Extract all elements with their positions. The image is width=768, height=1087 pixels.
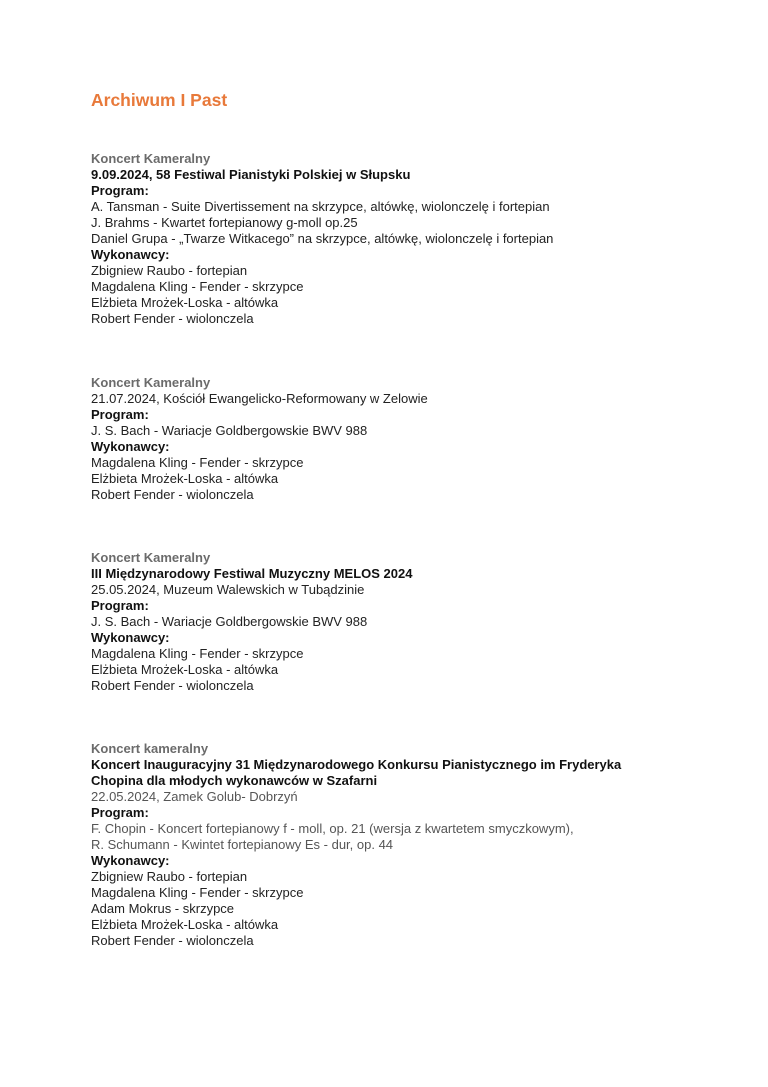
concert-entry: [91, 151, 731, 327]
performer-item: Elżbieta Mrożek-Loska - altówka: [91, 917, 279, 932]
performer-item: Elżbieta Mrożek-Loska - altówka: [91, 295, 279, 310]
program-label: Program:: [91, 805, 149, 820]
performer-item: Magdalena Kling - Fender - skrzypce: [91, 455, 304, 470]
concert-date-place: 21.07.2024, Kościół Ewangelicko-Reformowany w Zelowie: [91, 391, 428, 406]
concert-date-place: 25.05.2024, Muzeum Walewskich w Tubądzinie: [91, 582, 365, 597]
concert-entry: [91, 550, 731, 694]
concert-headline-line: Koncert Inauguracyjny 31 Międzynarodowego Konkursu Pianistycznego im Fryderyka: [91, 757, 622, 772]
program-item: Daniel Grupa - „Twarze Witkacego” na skrzypce, altówkę, wiolonczelę i fortepian: [91, 231, 554, 246]
concert-headline: 9.09.2024, 58 Festiwal Pianistyki Polskiej w Słupsku: [91, 167, 411, 182]
performer-item: Zbigniew Raubo - fortepian: [91, 869, 248, 884]
performer-item: Elżbieta Mrożek-Loska - altówka: [91, 471, 279, 486]
concert-date-place: 22.05.2024, Zamek Golub- Dobrzyń: [91, 789, 298, 804]
concert-entry: [91, 375, 731, 503]
performers-label: Wykonawcy:: [91, 630, 170, 645]
performer-item: Robert Fender - wiolonczela: [91, 487, 254, 502]
concert-category: Koncert Kameralny: [91, 550, 211, 565]
performer-item: Zbigniew Raubo - fortepian: [91, 263, 248, 278]
concert-category: Koncert kameralny: [91, 741, 209, 756]
concert-category: Koncert Kameralny: [91, 151, 211, 166]
performer-item: Magdalena Kling - Fender - skrzypce: [91, 646, 304, 661]
concert-headline: III Międzynarodowy Festiwal Muzyczny MELOS 2024: [91, 566, 413, 581]
performer-item: Magdalena Kling - Fender - skrzypce: [91, 885, 304, 900]
program-item: J. S. Bach - Wariacje Goldbergowskie BWV 988: [91, 423, 368, 438]
performers-label: Wykonawcy:: [91, 247, 170, 262]
concert-headline-line: Chopina dla młodych wykonawców w Szafarni: [91, 773, 378, 788]
performer-item: Robert Fender - wiolonczela: [91, 678, 254, 693]
program-item: J. Brahms - Kwartet fortepianowy g-moll op.25: [91, 215, 358, 230]
performers-label: Wykonawcy:: [91, 853, 170, 868]
program-label: Program:: [91, 407, 149, 422]
page-title: Archiwum I Past: [91, 90, 228, 110]
program-item: J. S. Bach - Wariacje Goldbergowskie BWV 988: [91, 614, 368, 629]
concert-entry: [91, 741, 731, 949]
program-item: F. Chopin - Koncert fortepianowy f - moll, op. 21 (wersja z kwartetem smyczkowym),: [91, 821, 574, 836]
performer-item: Robert Fender - wiolonczela: [91, 933, 254, 948]
concert-category: Koncert Kameralny: [91, 375, 211, 390]
program-item: A. Tansman - Suite Divertissement na skrzypce, altówkę, wiolonczelę i fortepian: [91, 199, 550, 214]
performer-item: Adam Mokrus - skrzypce: [91, 901, 235, 916]
program-label: Program:: [91, 183, 149, 198]
program-label: Program:: [91, 598, 149, 613]
performer-item: Robert Fender - wiolonczela: [91, 311, 254, 326]
performer-item: Elżbieta Mrożek-Loska - altówka: [91, 662, 279, 677]
program-item: R. Schumann - Kwintet fortepianowy Es - dur, op. 44: [91, 837, 394, 852]
performer-item: Magdalena Kling - Fender - skrzypce: [91, 279, 304, 294]
performers-label: Wykonawcy:: [91, 439, 170, 454]
